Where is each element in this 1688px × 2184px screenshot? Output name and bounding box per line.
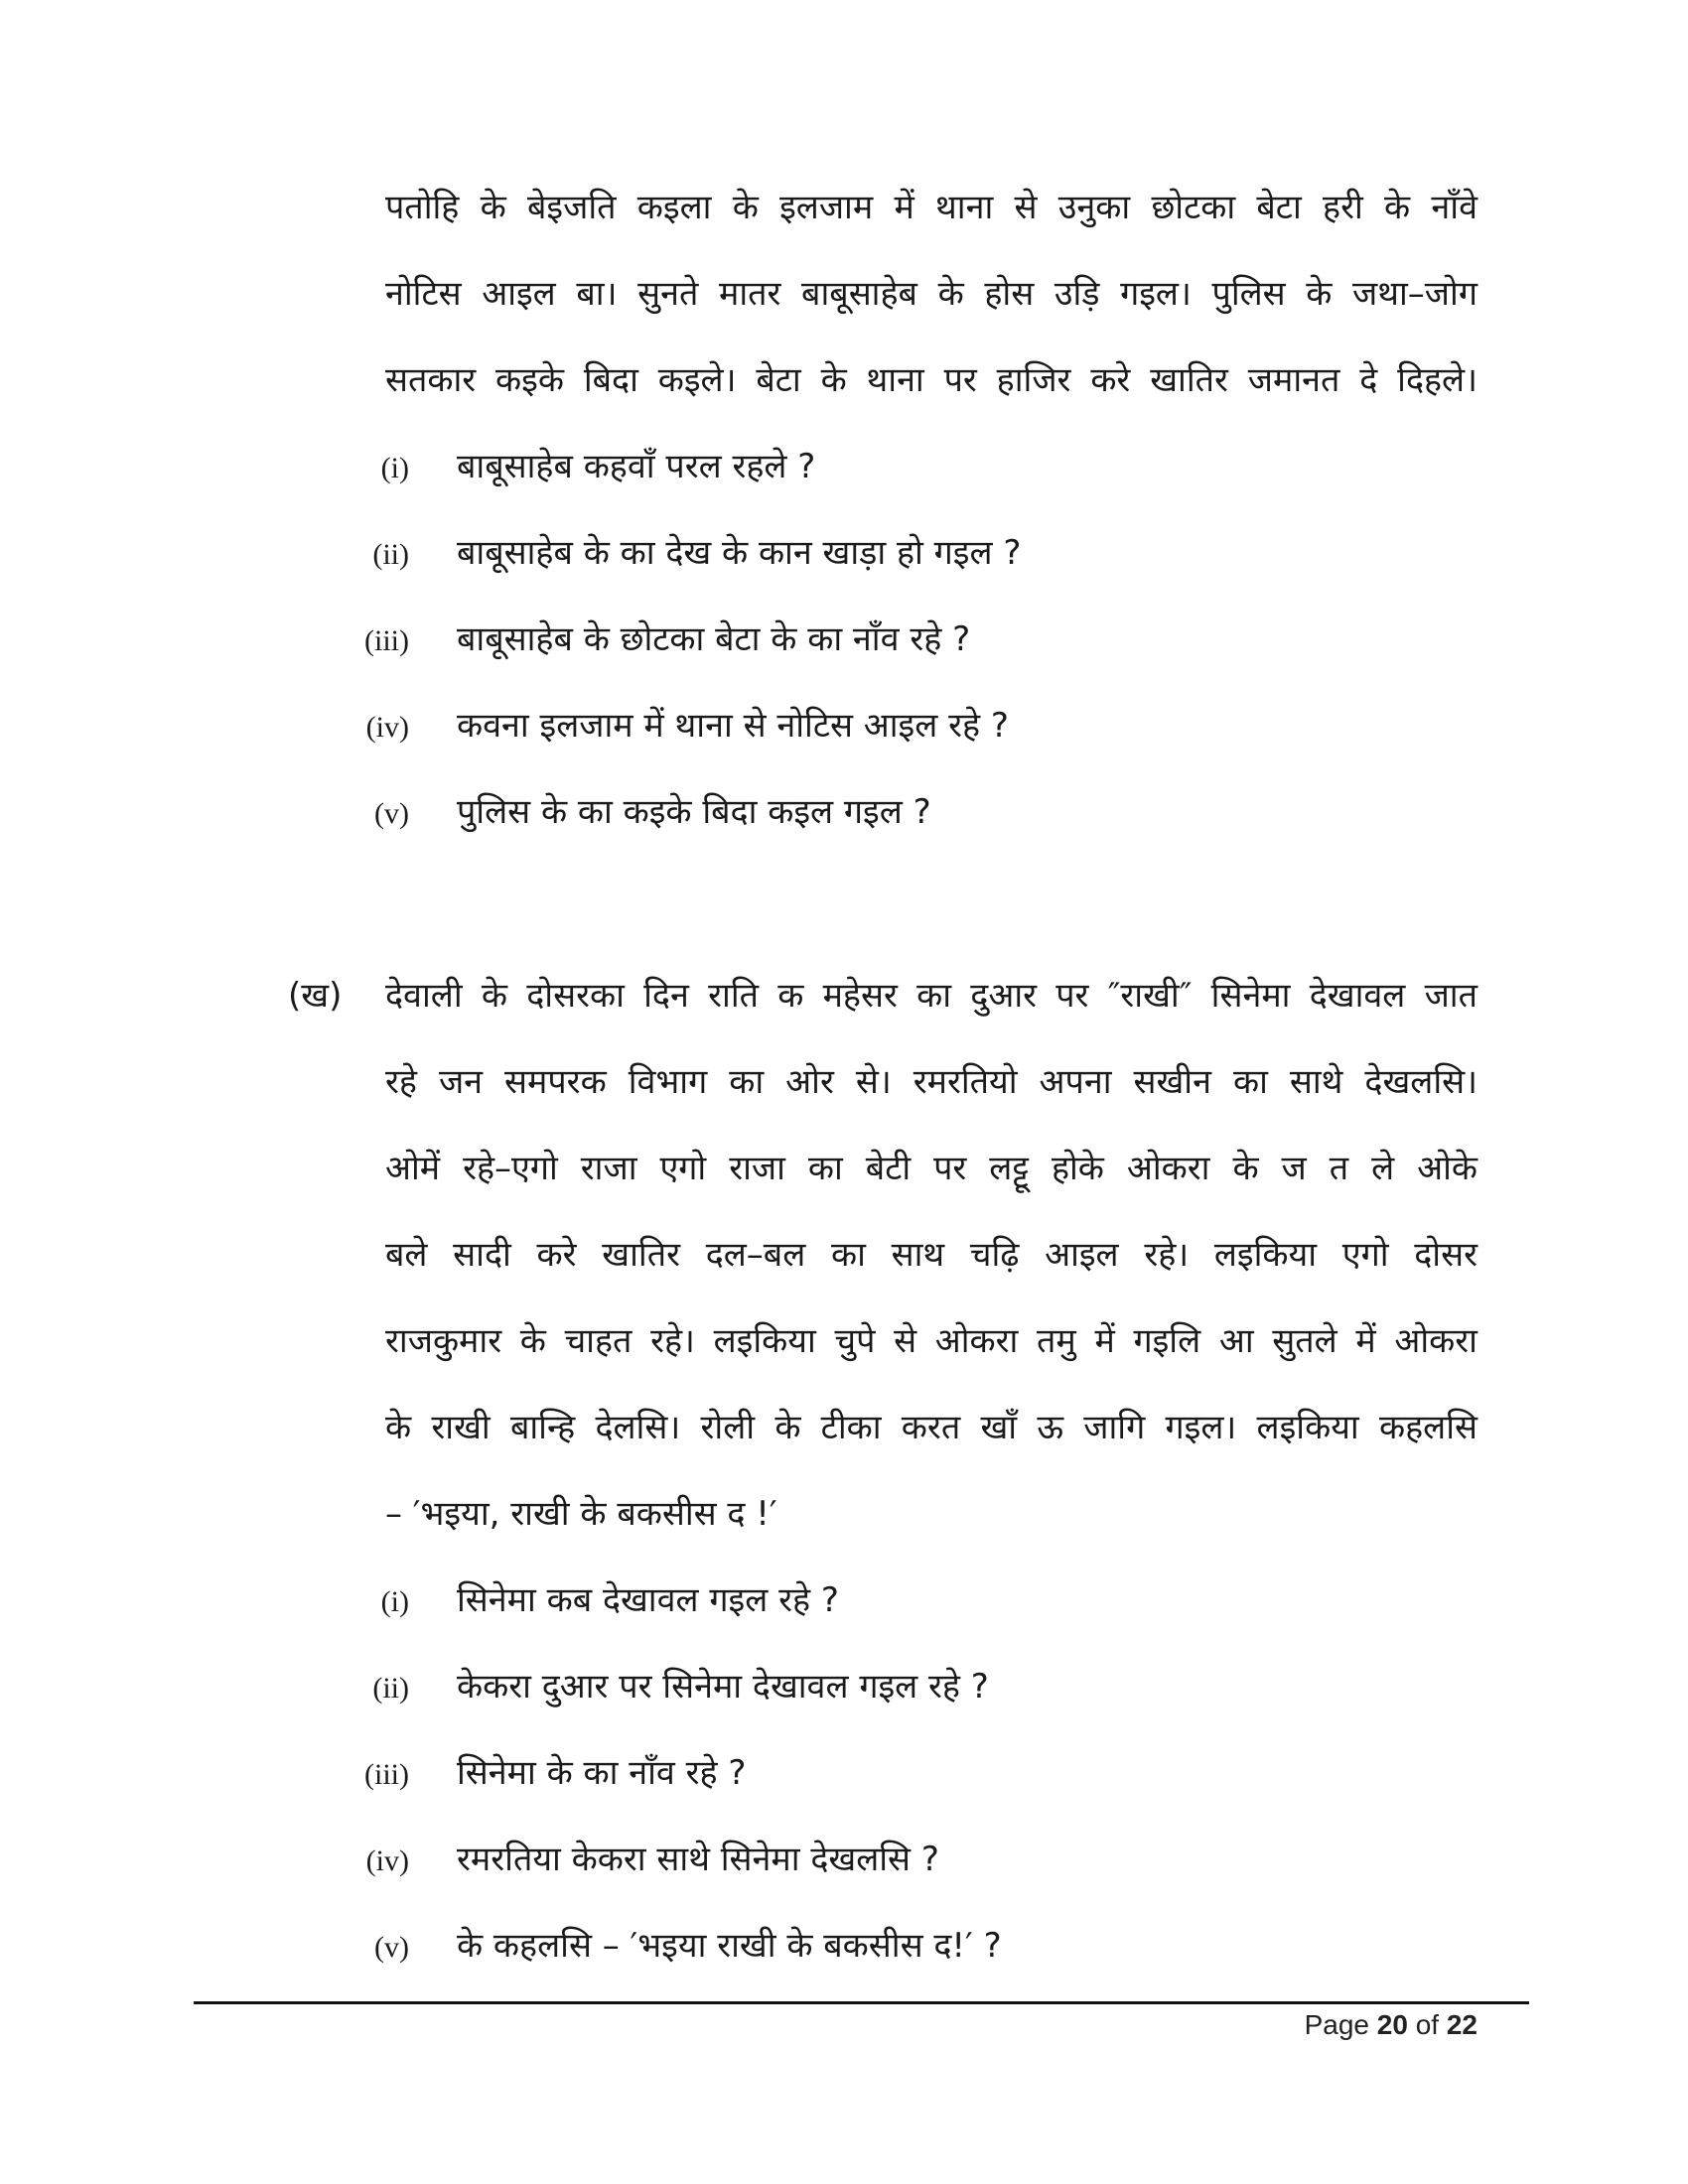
footer-divider (194, 2001, 1529, 2004)
passage-b-line: – ′भइया, राखी के बकसीस द !′ (385, 1494, 777, 1534)
current-page-number: 20 (1376, 2009, 1408, 2040)
passage-a-line: पतोहि के बेइजति कइला के इलजाम में थाना से उनुका छोटका बेटा हरी के नाँवे (385, 188, 1477, 227)
question-number: (iv) (365, 711, 409, 744)
question-number: (v) (374, 797, 409, 830)
passage-b-line: रहे जन समपरक विभाग का ओर से। रमरतियो अपना सखीन का साथे देखलसि। (385, 1062, 1477, 1102)
question-number: (v) (374, 1931, 409, 1964)
question-number: (i) (380, 452, 409, 484)
page-word: Page (1304, 2009, 1369, 2040)
question-text: सिनेमा कब देखावल गइल रहे ? (457, 1580, 839, 1620)
question-number: (iii) (364, 1758, 409, 1791)
total-pages-number: 22 (1446, 2009, 1477, 2040)
question-text: केकरा दुआर पर सिनेमा देखावल गइल रहे ? (457, 1667, 989, 1706)
passage-b-line: के राखी बान्हि देलसि। रोली के टीका करत खाँ ऊ जागि गइल। लइकिया कहलसि (385, 1408, 1477, 1447)
question-number: (ii) (372, 538, 409, 571)
question-text: बाबूसाहेब कहवाँ परल रहले ? (457, 447, 816, 486)
section-label: (ख) (288, 976, 343, 1016)
passage-b-line: बले सादी करे खातिर दल–बल का साथ चढ़ि आइल रहे। लइकिया एगो दोसर (385, 1235, 1477, 1275)
question-text: बाबूसाहेब के का देख के कान खाड़ा हो गइल ? (457, 533, 1022, 573)
question-number: (i) (380, 1585, 409, 1618)
question-text: के कहलसि – ′भइया राखी के बकसीस द!′ ? (457, 1926, 1002, 1966)
question-number: (iii) (364, 624, 409, 657)
question-text: कवना इलजाम में थाना से नोटिस आइल रहे ? (457, 706, 1009, 746)
passage-b-line: ओमें रहे–एगो राजा एगो राजा का बेटी पर लट्टू होके ओकरा के ज त ले ओके (385, 1149, 1477, 1188)
passage-b-line: देवाली के दोसरका दिन राति क महेसर का दुआर पर ″राखी″ सिनेमा देखावल जात (385, 976, 1477, 1016)
question-text: रमरतिया केकरा साथे सिनेमा देखलसि ? (457, 1840, 939, 1879)
question-text: सिनेमा के का नाँव रहे ? (457, 1753, 747, 1793)
question-number: (iv) (365, 1844, 409, 1877)
question-text: बाबूसाहेब के छोटका बेटा के का नाँव रहे ? (457, 619, 971, 659)
page-footer (1305, 2005, 1477, 2045)
question-text: पुलिस के का कइके बिदा कइल गइल ? (457, 792, 931, 832)
passage-a-line: नोटिस आइल बा। सुनते मातर बाबूसाहेब के होस उड़ि गइल। पुलिस के जथा–जोग (385, 274, 1477, 314)
passage-b-line: राजकुमार के चाहत रहे। लइकिया चुपे से ओकरा तमु में गइलि आ सुतले में ओकरा (385, 1321, 1477, 1361)
question-number: (ii) (372, 1672, 409, 1705)
of-word: of (1415, 2009, 1440, 2040)
passage-a-line: सतकार कइके बिदा कइले। बेटा के थाना पर हाजिर करे खातिर जमानत दे दिहले। (385, 360, 1477, 400)
